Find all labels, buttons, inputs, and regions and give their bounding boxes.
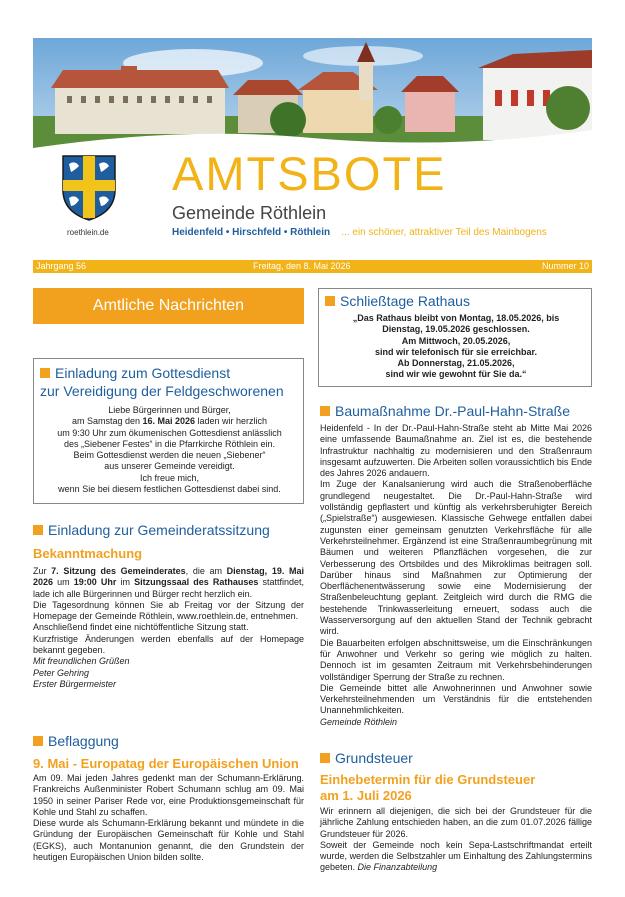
beflaggung-subheading: 9. Mai - Europatag der Europäischen Union — [33, 756, 299, 771]
gottesdienst-box — [33, 358, 304, 504]
coat-of-arms-icon — [59, 152, 119, 222]
village-names: Heidenfeld • Hirschfeld • Röthlein — [172, 227, 331, 238]
section-title-amtliche-nachrichten: Amtliche Nachrichten — [33, 288, 304, 324]
gottesdienst-text: Liebe Bürgerinnen und Bürger, am Samstag den 16. Mai 2026 laden wir herzlich um 9:30 Uhr zum ökumenischen Gottesdienst anlässlich des „Siebener Festes“ in die Pfarrkirche Röthlein ein. Beim Gottesdienst werden die neuen „Siebener“ aus unserer Gemeinde vereidigt. Ich freue mich, wenn Sie bei diesem festlichen Gottesdienst dabei sind. — [57, 405, 282, 495]
website-link[interactable]: roethlein.de — [67, 228, 109, 237]
gemeinderat-text: Zur 7. Sitzung des Gemeinderates, die am Dienstag, 19. Mai 2026 um 19:00 Uhr im Sitzungssaal des Rathauses stattfindet, lade ich alle Bürgerinnen und Bürger recht herzlich ein. Die Tagesordnung können Sie ab Freitag vor der Sitzung der Homepage der Gemeinde Röthlein, www.roethlein.de, entnehmen. Anschließend findet eine nichtöffentliche Sitzung statt. Kurzfristige Änderungen werden ebenfalls auf der Homepage bekannt gegeben. Mit freundlichen Grüßen Peter Gehring Erster Bürgermeister — [33, 566, 304, 689]
schliesstage-text: „Das Rathaus bleibt von Montag, 18.05.2026, bis Dienstag, 19.05.2026 geschlossen. Am Mittwoch, 20.05.2026, sind wir telefonisch für sie erreichbar. Ab Donnerstag, 21.05.2026, sind wir wie gewohnt für Sie da.“ — [352, 313, 560, 380]
village-list — [172, 227, 547, 238]
issue-number: Nummer 10 — [541, 261, 589, 271]
square-bullet-icon — [33, 736, 43, 746]
square-bullet-icon — [320, 406, 330, 416]
beflaggung-text: Am 09. Mai jeden Jahres gedenkt man der Schumann-Erklärung. Frankreichs Außenminister Robert Schumann schlug am 09. Mai 1950 in seiner Pariser Rede vor, eine Produktionsgemeinschaft für Kohle und Stahl zu schaffen. Diese wurde als Schumann-Erklärung bekannt und mündete in die Gründung der Europäischen Gemeinschaft für Kohle und Stahl (EGKS), auch Montanunion genannt, die den Grundstein der heutigen Europäischen Union bilden sollte. — [33, 773, 304, 863]
grundsteuer-subheading: Einhebetermin für die Grundsteuer am 1. Juli 2026 — [320, 772, 536, 803]
grundsteuer-heading: Grundsteuer — [320, 750, 413, 767]
square-bullet-icon — [325, 296, 335, 306]
square-bullet-icon — [33, 525, 43, 535]
schliesstage-heading: Schließtage Rathaus — [325, 293, 470, 310]
masthead-subtitle: Gemeinde Röthlein — [172, 203, 327, 223]
square-bullet-icon — [320, 753, 330, 763]
baumassnahme-heading: Baumaßnahme Dr.-Paul-Hahn-Straße — [320, 403, 570, 420]
slogan: ... ein schöner, attraktiver Teil des Mainbogens — [341, 227, 547, 238]
square-bullet-icon — [40, 368, 50, 378]
issue-info-bar — [33, 260, 592, 273]
beflaggung-heading: Beflaggung — [33, 733, 119, 750]
issue-date: Freitag, den 8. Mai 2026 — [253, 261, 351, 271]
masthead-title: AMTSBOTE — [172, 147, 447, 200]
volume-label: Jahrgang 56 — [36, 261, 87, 271]
gottesdienst-heading-2: zur Vereidigung der Feldgeschworenen — [40, 383, 284, 399]
baumassnahme-text: Heidenfeld - In der Dr.-Paul-Hahn-Straße steht ab Mitte Mai 2026 eine umfassende Baumaßnahme an. Ziel ist es, die bestehende Infrastruktur nachhaltig zu modernisieren und den Straßenraum insgesamt aufzuwerten. Die Arbeiten sollen voraussichtlich bis Ende des Jahres 2026 andauern. Im Zuge der Kanalsanierung wird auch die Straßenoberfläche grundlegend neugestaltet. Die Dr.-Paul-Hahn-Straße wird vollständig gepflastert und künftig als verkehrsberuhigter Bereich („Spielstraße“) ausgewiesen. Klassische Gehwege entfallen dabei zugunsten einer gemeinsam genutzten Verkehrsfläche für alle Verkehrsteilnehmer. Ergänzend ist eine Straßenraumbegrünung mit Bäumen und weiteren Pflanzflächen vorgesehen, die zur Verbesserung des Ortsbildes und des Mikroklimas beitragen soll. Darüber hinaus sind Maßnahmen zur Optimierung der Oberflächenentwässerung sowie eine Modernisierung der Straßenbeleuchtung geplant. Zeitgleich wird durch die RMG die bestehende Trinkwasserleitung erneuert, sodass auch die Wasserversorgung auf den aktuellen Stand der Technik gebracht wird. Die Bauarbeiten erfolgen abschnittsweise, um die Einschränkungen für Anwohner und Verkehr so gering wie möglich zu halten. Dennoch ist im gesamten Zeitraum mit Verkehrsbehinderungen vollständiger Sperrung der Straße zu rechnen. Die Gemeinde bittet alle Anwohnerinnen und Anwohner sowie Verkehrsteilnehmenden um Verständnis für die entstehenden Unannehmlichkeiten. Gemeinde Röthlein — [320, 423, 592, 727]
gottesdienst-heading: Einladung zum Gottesdienst — [40, 365, 230, 382]
grundsteuer-text: Wir erinnern all diejenigen, die sich bei der Grundsteuer für die jährliche Zahlung entschieden haben, an die zum 01.07.2026 fällige Grundsteuer für 2026. Soweit der Gemeinde noch kein Sepa-Lastschriftmandat erteilt wurde, werden die Selbstzahler um Einhaltung des Zahlungstermins gebeten. Die Finanzabteilung — [320, 806, 592, 873]
gemeinderat-subheading: Bekanntmachung — [33, 546, 143, 561]
schliesstage-box — [318, 288, 592, 387]
gemeinderat-heading: Einladung zur Gemeinderatssitzung — [33, 522, 270, 539]
